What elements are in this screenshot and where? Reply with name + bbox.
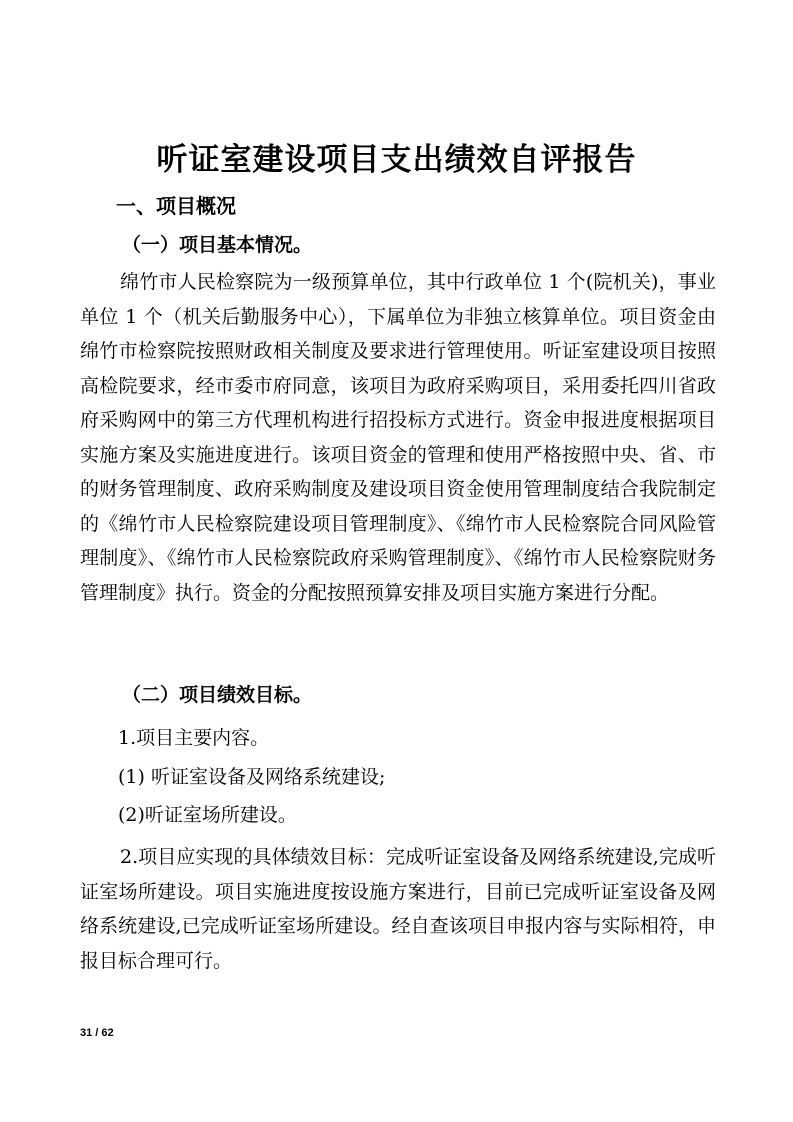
list-item-venue: (2)听证室场所建设。 — [118, 804, 297, 826]
document-title: 听证室建设项目支出绩效自评报告 — [156, 142, 637, 178]
list-item-equipment-network: (1) 听证室设备及网络系统建设; — [118, 766, 386, 788]
subsection-heading-performance-goals: （二）项目绩效目标。 — [122, 684, 313, 706]
page-number: 31 / 62 — [80, 1027, 114, 1039]
subsection-heading-basic-info: （一）项目基本情况。 — [122, 234, 313, 256]
paragraph-performance-goals: 2.项目应实现的具体绩效目标：完成听证室设备及网络系统建设,完成听证室场所建设。项目实施进度按设施方案进行，目前已完成听证室设备及网络系统建设,已完成听证室场所建设。经自查该项目申报内容与实际相符，申报目标合理可行。 — [80, 846, 716, 972]
item-main-content: 1.项目主要内容。 — [118, 727, 270, 749]
paragraph-basic-info: 绵竹市人民检察院为一级预算单位，其中行政单位 1 个(院机关)，事业单位 1 个（机关后勤服务中心），下属单位为非独立核算单位。项目资金由绵竹市检察院按照财政相关制度及要求进行管理使用。听证室建设项目按照高检院要求，经市委市府同意，该项目为政府采购项目，采用委托四川省政府采购网中的第三方代理机构进行招投标方式进行。资金申报进度根据项目实施方案及实施进度进行。该项目资金的管理和使用严格按照中央、省、市的财务管理制度、政府采购制度及建设项目资金使用管理制度结合我院制定的《绵竹市人民检察院建设项目管理制度》、《绵竹市人民检察院合同风险管理制度》、《绵竹市人民检察院政府采购管理制度》、《绵竹市人民检察院财务管理制度》执行。资金的分配按照预算安排及项目实施方案进行分配。 — [80, 271, 716, 604]
section-heading-project-overview: 一、项目概况 — [116, 194, 236, 218]
